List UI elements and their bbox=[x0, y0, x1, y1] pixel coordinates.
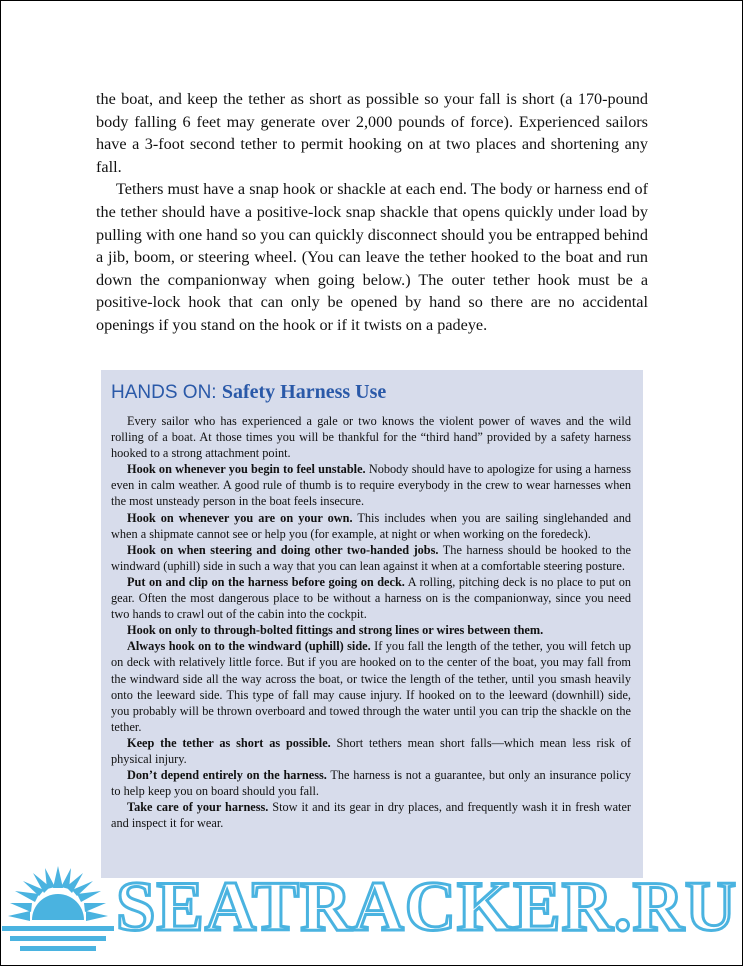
sidebar-intro: Every sailor who has experienced a gale or two knows the violent power of waves and the wild rolling of a boat. At those times you will be thankful for the “third hand” provided by a safety harness hooked to a strong attachment point. bbox=[111, 414, 631, 461]
sidebar-title-topic: Safety Harness Use bbox=[221, 381, 387, 403]
sidebar-item bbox=[111, 622, 631, 638]
sidebar-item-text: The harness should be hooked to the windward (uphill) side in such a way that you can lean against it when at a comfortable steering posture. bbox=[111, 542, 632, 573]
sidebar-item-text: Stow it and its gear in dry places, and frequently wash it in fresh water and inspect it for wear. bbox=[111, 800, 631, 831]
sidebar-item bbox=[111, 638, 631, 735]
sidebar-item bbox=[111, 574, 631, 622]
sidebar-title-prefix: HANDS ON: bbox=[111, 382, 222, 403]
body-paragraph-2: Tethers must have a snap hook or shackle at each end. The body or harness end of the tether should have a positive-lock snap shackle that opens quickly under load by pulling with one hand so you can quickly disconnect should you be entrapped behind a jib, boom, or steering wheel. (You can leave the tether hooked to the boat and run down the companionway when going below.) The outer tether hook must be a positive-lock hook that can only be opened by hand so there are no accidental openings if you stand on the hook or if it twists on a padeye. bbox=[96, 180, 648, 334]
sidebar-item bbox=[111, 767, 631, 799]
sidebar-item bbox=[111, 799, 631, 831]
sidebar-item-text: If you fall the length of the tether, you will fetch up on deck with relatively little force. But if you are hooked on to the center of the boat, you may fall from the windward side all the way across the boat, or twice the length of the tether, until you smash heavily onto the leeward side. This type of fall may cause injury. If hooked on to the leeward (downhill) side, you probably will be thrown overboard and towed through the water until you can trip the shackle on the tether. bbox=[111, 639, 631, 734]
sidebar-item bbox=[111, 735, 631, 767]
sidebar-item-text: Short tethers mean short falls—which mean less risk of physical injury. bbox=[111, 735, 631, 766]
sidebar-item-text: A rolling, pitching deck is no place to put on gear. Often the most dangerous place to be without a harness on is the companionway, since you need two hands to crawl out of the cabin into the cockpit. bbox=[111, 574, 631, 622]
sidebar-item-lead: Always hook on to the windward (uphill) side. bbox=[127, 639, 371, 654]
sidebar-item bbox=[111, 461, 631, 509]
sidebar-item-lead: Keep the tether as short as possible. bbox=[127, 735, 331, 750]
sidebar-item-text: This includes when you are sailing singlehanded and when a shipmate cannot see or help you (for example, at night or when working on the foredeck). bbox=[111, 510, 632, 541]
sidebar-item-text: Nobody should have to apologize for using a harness even in calm weather. A good rule of thumb is to require everybody in the crew to wear harnesses when the most unsteady person in the boat feels insecure. bbox=[111, 462, 631, 509]
sidebar-item-lead: Take care of your harness. bbox=[127, 800, 269, 815]
sidebar-item-lead: Don’t depend entirely on the harness. bbox=[127, 768, 327, 783]
sidebar-item-lead: Hook on whenever you are on your own. bbox=[127, 510, 353, 525]
sidebar-item-lead: Hook on only to through-bolted fittings and strong lines or wires between them. bbox=[127, 623, 544, 638]
sidebar-item-text: The harness is not a guarantee, but only an insurance policy to help keep you on board should you fall. bbox=[111, 768, 631, 799]
hands-on-sidebar bbox=[101, 370, 643, 878]
sidebar-item-lead: Hook on when steering and doing other two-handed jobs. bbox=[127, 542, 439, 557]
sidebar-item-lead: Put on and clip on the harness before going on deck. bbox=[127, 574, 405, 589]
sidebar-body bbox=[111, 413, 631, 831]
body-paragraph-1: the boat, and keep the tether as short as possible so your fall is short (a 170-pound body falling 6 feet may generate over 2,000 pounds of force). Experienced sailors have a 3-foot second tether to permit hooking on at two places and shortening any fall. bbox=[96, 90, 648, 176]
sidebar-item bbox=[111, 510, 631, 542]
sidebar-item bbox=[111, 542, 631, 574]
body-text bbox=[96, 88, 648, 337]
sidebar-item-lead: Hook on whenever you begin to feel unstable. bbox=[127, 462, 366, 477]
watermark-text: SEATRACKER.RU bbox=[116, 868, 738, 946]
sidebar-title bbox=[111, 378, 631, 407]
